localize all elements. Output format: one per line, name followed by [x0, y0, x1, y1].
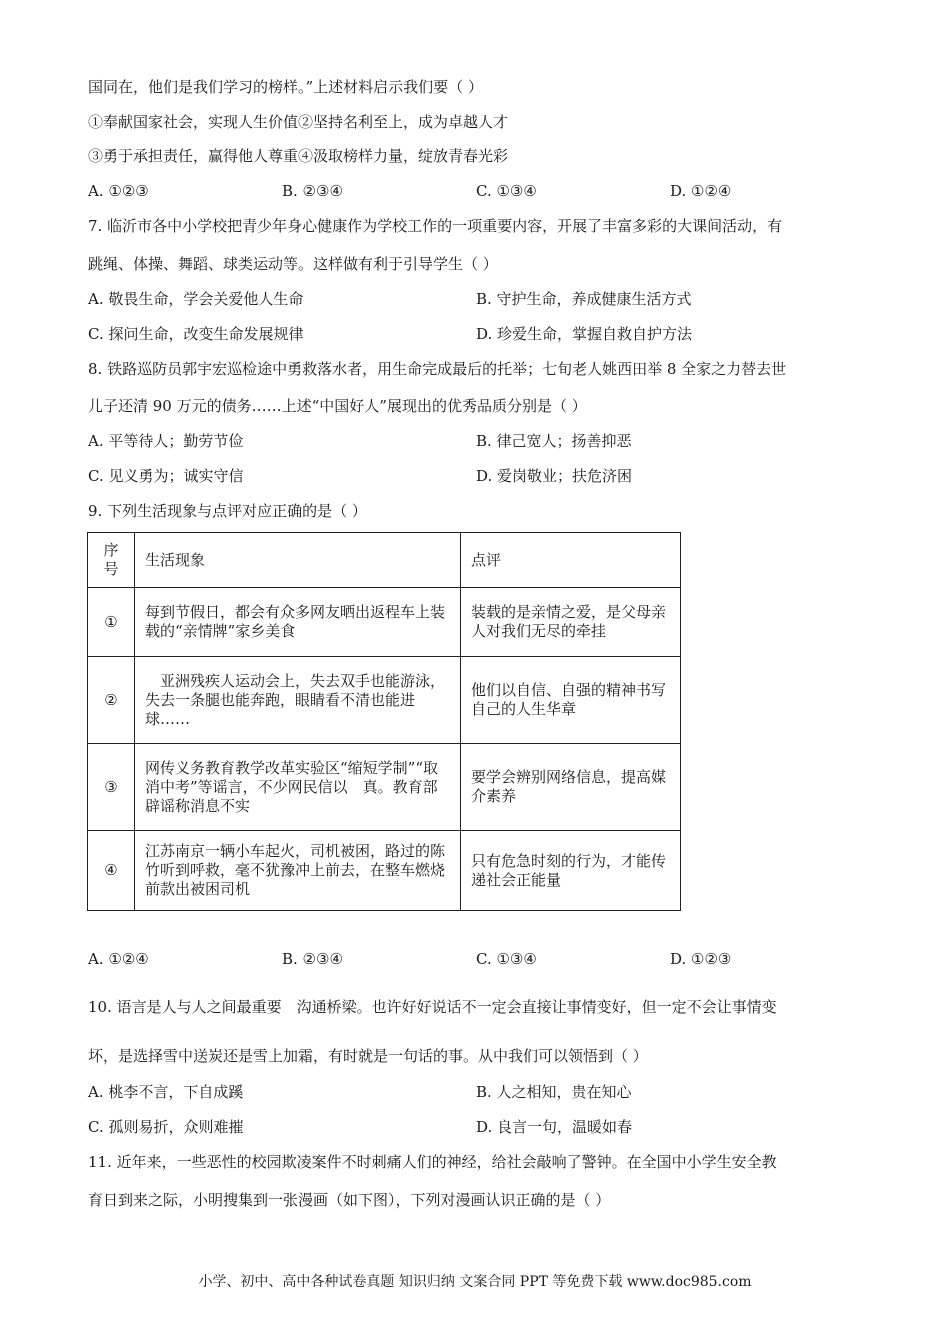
row-phenomenon: 亚洲残疾人运动会上，失去双手也能游泳，失去一条腿也能奔跑，眼睛看不清也能进球……: [135, 657, 461, 744]
row-comment: 他们以自信、自强的精神书写自己的人生华章: [461, 657, 681, 744]
q6-option-c: C. ①③④: [476, 182, 537, 200]
row-phenomenon: 每到节假日，都会有众多网友晒出返程车上装载的“亲情牌”家乡美食: [135, 588, 461, 657]
q7-stem-2: 跳绳、体操、舞蹈、球类运动等。这样做有利于引导学生（ ）: [88, 255, 498, 273]
q7-option-a: A. 敬畏生命，学会关爱他人生命: [88, 290, 304, 308]
q10-option-d: D. 良言一句，温暖如春: [476, 1118, 633, 1136]
q8-stem-1: 8. 铁路巡防员郭宇宏巡检途中勇救落水者，用生命完成最后的托举；七旬老人姚西田举 8 全家之力替去世: [88, 360, 787, 378]
table-row: [88, 588, 681, 657]
q10-option-b: B. 人之相知，贵在知心: [476, 1083, 632, 1101]
q8-option-b: B. 律己宽人；扬善抑恶: [476, 432, 632, 450]
q8-stem-2: 儿子还清 90 万元的债务……上述“中国好人”展现出的优秀品质分别是（ ）: [88, 397, 587, 415]
q6-option-a: A. ①②③: [88, 182, 149, 200]
header-number: 序号: [88, 533, 135, 588]
row-comment: 只有危急时刻的行为，才能传递社会正能量: [461, 831, 681, 911]
row-phenomenon: 网传义务教育教学改革实验区“缩短学制”“取消中考”等谣言，不少网民信以 真。教育部辟谣称消息不实: [135, 744, 461, 831]
row-comment: 装载的是亲情之爱，是父母亲人对我们无尽的牵挂: [461, 588, 681, 657]
row-number: ④: [88, 831, 135, 911]
q7-option-d: D. 珍爱生命，掌握自救自护方法: [476, 325, 693, 343]
row-phenomenon: 江苏南京一辆小车起火，司机被困，路过的陈竹听到呼救，毫不犹豫冲上前去，在整车燃烧前款出被困司机: [135, 831, 461, 911]
q6-option-b: B. ②③④: [282, 182, 343, 200]
header-comment: 点评: [461, 533, 681, 588]
q6-line: 国同在，他们是我们学习的榜样。”上述材料启示我们要（ ）: [88, 78, 483, 96]
q10-stem-2: 坏，是选择雪中送炭还是雪上加霜，有时就是一句话的事。从中我们可以领悟到（ ）: [88, 1047, 648, 1065]
q10-option-a: A. 桃李不言，下自成蹊: [88, 1083, 244, 1101]
q9-option-a: A. ①②④: [88, 950, 149, 968]
q7-option-b: B. 守护生命，养成健康生活方式: [476, 290, 692, 308]
row-number: ②: [88, 657, 135, 744]
q8-option-d: D. 爱岗敬业；扶危济困: [476, 467, 633, 485]
q10-stem-1: 10. 语言是人与人之间最重要 沟通桥梁。也许好好说话不一定会直接让事情变好，但一定不会让事情变: [88, 998, 777, 1016]
row-number: ③: [88, 744, 135, 831]
q7-stem-1: 7. 临沂市各中小学校把青少年身心健康作为学校工作的一项重要内容，开展了丰富多彩的大课间活动，有: [88, 217, 783, 235]
q10-option-c: C. 孤则易折，众则难摧: [88, 1118, 244, 1136]
q6-option-d: D. ①②④: [670, 182, 732, 200]
table-row: [88, 657, 681, 744]
q7-option-c: C. 探问生命，改变生命发展规律: [88, 325, 304, 343]
q9-stem: 9. 下列生活现象与点评对应正确的是（ ）: [88, 502, 367, 520]
table-row: [88, 831, 681, 911]
q9-option-d: D. ①②③: [670, 950, 732, 968]
table-header-row: [88, 533, 681, 588]
q11-stem-2: 育日到来之际，小明搜集到一张漫画（如下图），下列对漫画认识正确的是（ ）: [88, 1191, 611, 1209]
q9-option-c: C. ①③④: [476, 950, 537, 968]
q8-option-a: A. 平等待人；勤劳节俭: [88, 432, 244, 450]
page-footer: 小学、初中、高中各种试卷真题 知识归纳 文案合同 PPT 等免费下载 www.doc985.com: [198, 1274, 752, 1290]
q6-statements-1: ①奉献国家社会，实现人生价值②坚持名利至上，成为卓越人才: [88, 113, 509, 131]
q9-option-b: B. ②③④: [282, 950, 343, 968]
table-row: [88, 744, 681, 831]
row-number: ①: [88, 588, 135, 657]
row-comment: 要学会辨别网络信息，提高媒介素养: [461, 744, 681, 831]
q11-stem-1: 11. 近年来，一些恶性的校园欺凌案件不时刺痛人们的神经，给社会敲响了警钟。在全国中小学生安全教: [88, 1153, 777, 1171]
q9-table: [87, 532, 681, 911]
q8-option-c: C. 见义勇为；诚实守信: [88, 467, 244, 485]
header-phenomenon: 生活现象: [135, 533, 461, 588]
q6-statements-2: ③勇于承担责任，赢得他人尊重④汲取榜样力量，绽放青春光彩: [88, 147, 509, 165]
